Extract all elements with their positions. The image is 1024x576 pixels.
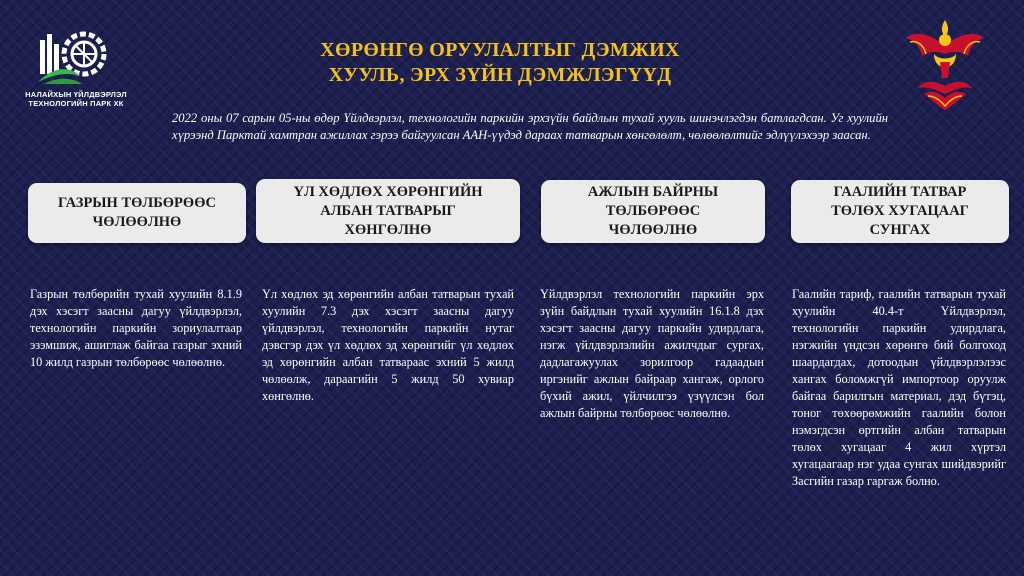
card-body-land-fee: Газрын төлбөрийн тухай хуулийн 8.1.9 дэх хэсэгт заасны дагуу үйлдвэрлэл, технологийн паркийн зориулалтаар эзэмшиж, ашиглаж байгаа газрыг эхний 10 жилд газрын төлбөрөөс чөлөөлнө. [30, 287, 242, 369]
card-property-tax [256, 179, 520, 243]
title-line-2: ХУУЛЬ, ЭРХ ЗҮЙН ДЭМЖЛЭГҮҮД [328, 64, 672, 86]
page-title [270, 38, 730, 88]
card-heading: ГААЛИЙН ТАТВАР ТӨЛӨХ ХУГАЦААГ СУНГАХ [831, 184, 969, 238]
card-workplace-fee [541, 180, 765, 243]
card-body-workplace-fee: Үйлдвэрлэл технологийн паркийн эрх зүйн байдлын тухай хуулийн 16.1.8 дэх хэсэгт заасны дагуу паркийн удирдлага, нэгж үйлдвэрлэлийн ажилчдыг сургах, дадлагажуулах зорилгоор гадаадын иргэнийг ажлын байраар хангаж, орлого бүхий ажил, үйлчилгээ үзүүлсэн бол ажлын байрны төлбөрөөс чөлөөлнө. [540, 287, 764, 420]
park-logo [12, 26, 140, 116]
card-body-property-tax: Үл хөдлөх эд хөрөнгийн албан татварын тухай хуулийн 7.3 дэх хэсэгт заасны дагуу үйлдвэрлэл, технологийн паркийн нутаг дэвсгэр дэх үл хөдлөх эд хөрөнгийг үл хөдлөх эд хөрөнгийн албан татвараас эхний 5 жилд чөлөөлж, дараагийн 5 жилд 50 хувиар хөнгөлнө. [262, 287, 514, 403]
card-heading: АЖЛЫН БАЙРНЫ ТӨЛБӨРӨӨС ЧӨЛӨӨЛНӨ [587, 184, 719, 238]
state-emblem [904, 16, 986, 114]
card-land-fee [28, 183, 246, 243]
card-heading: ГАЗРЫН ТӨЛБӨРӨӨС ЧӨЛӨӨЛНӨ [58, 195, 216, 230]
card-heading: ҮЛ ХӨДЛӨХ ХӨРӨНГИЙН АЛБАН ТАТВАРЫГ ХӨНГӨЛНӨ [293, 183, 483, 238]
industrial-park-logo-icon [34, 26, 118, 88]
title-line-1: ХӨРӨНГӨ ОРУУЛАЛТЫГ ДЭМЖИХ [320, 39, 680, 61]
soyombo-emblem-icon [904, 16, 986, 114]
park-logo-caption: НАЛАЙХЫН ҮЙЛДВЭРЛЭЛ ТЕХНОЛОГИЙН ПАРК ХК [25, 90, 127, 108]
intro-paragraph: 2022 оны 07 сарын 05-ны өдөр Үйлдвэрлэл, технологийн паркийн эрхзүйн байдлын тухай хууль шинэчлэгдэн батлагдсан. Уг хуулийн хүрээнд Парктай хамтран ажиллах гэрээ байгуулсан ААН-үүдэд дараах татварын хөнгөлөлт, чөлөөлөлтийг эдлүүлэхээр заасан. [172, 111, 888, 142]
card-customs-tax [791, 180, 1009, 243]
card-body-customs-tax: Гаалийн тариф, гаалийн татварын тухай хуулийн 40.4-т Үйлдвэрлэл, технологийн паркийн удирдлага, нэгжийн үндсэн хөрөнгө бий болгоход шаардагдах, дотоодын үйлдвэрлэлээс хангах боломжгүй импортоор оруулж байгаа барилгын материал, дэд бүтэц, тоног төхөөрөмжийн гаалийн болон нэмэгдсэн өртгийн албан татварын төлөх хугацааг 4 жил хүртэл хугацаагаар нэг удаа сунгах шийдвэрийг Засгийн газар гаргаж болно. [792, 287, 1006, 488]
